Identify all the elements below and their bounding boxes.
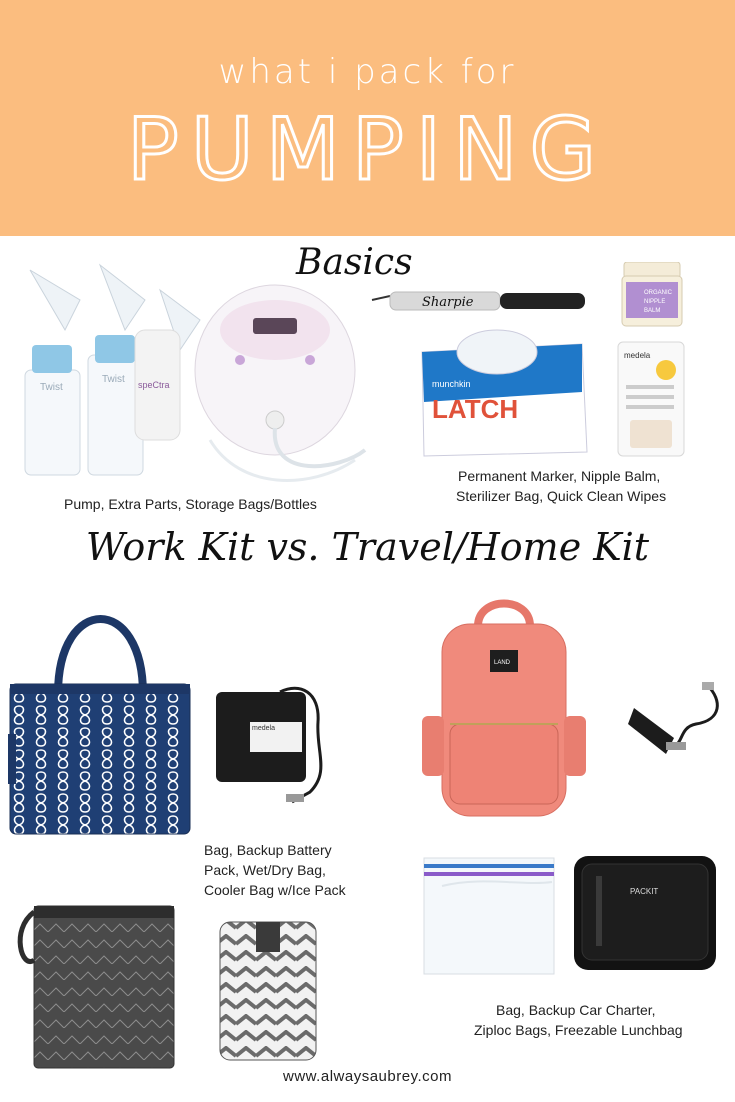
work-caption-line1: Bag, Backup Battery <box>204 842 332 858</box>
car-charger-image <box>626 680 728 764</box>
backpack-brand-label: LAND <box>494 660 511 666</box>
footer-url: www.alwaysaubrey.com <box>283 1068 452 1085</box>
work-tote-bag-image <box>8 594 193 844</box>
header-subtitle: what i pack for <box>218 52 517 92</box>
sterilizer-name-label: LATCH <box>432 394 519 424</box>
breast-pump-image <box>10 260 370 490</box>
comparison-heading: Work Kit vs. Travel/Home Kit <box>85 525 650 569</box>
backup-battery-pack-image <box>210 682 350 810</box>
balm-label-3: BALM <box>644 308 661 314</box>
sterilizer-brand-label: munchkin <box>432 379 471 389</box>
freezable-lunchbag-image <box>570 846 720 974</box>
cooler-bag-image <box>216 918 320 1064</box>
balm-label-1: ORGANIC <box>644 290 673 296</box>
travel-caption-line1: Bag, Backup Car Charter, <box>496 1002 656 1018</box>
wipes-brand-label: medela <box>624 351 651 360</box>
marker-label: Sharpie <box>422 295 474 310</box>
pump-brand-label: speCtra <box>138 380 170 390</box>
quick-clean-wipes-image <box>616 340 686 458</box>
header-title: PUMPING <box>126 100 609 200</box>
nipple-balm-image <box>620 262 684 330</box>
battery-brand-label: medela <box>252 725 275 732</box>
basics-items-caption-line2: Sterilizer Bag, Quick Clean Wipes <box>456 488 667 504</box>
pump-caption: Pump, Extra Parts, Storage Bags/Bottles <box>64 496 317 512</box>
marker-image <box>370 288 595 318</box>
travel-backpack-image <box>416 596 592 822</box>
ziploc-bags-image <box>422 856 556 976</box>
work-caption-line3: Cooler Bag w/Ice Pack <box>204 882 346 898</box>
sterilizer-bag-image <box>412 322 594 460</box>
basics-heading: Basics <box>296 242 413 283</box>
work-caption-line2: Pack, Wet/Dry Bag, <box>204 862 326 878</box>
bottle-right-label: Twist <box>102 374 125 385</box>
balm-label-2: NIPPLE <box>644 299 666 305</box>
lunchbag-brand-label: PACKIT <box>630 887 659 896</box>
travel-caption-line2: Ziploc Bags, Freezable Lunchbag <box>474 1022 683 1038</box>
wet-dry-bag-image <box>16 900 180 1072</box>
bottle-left-label: Twist <box>40 382 63 393</box>
basics-items-caption-line1: Permanent Marker, Nipple Balm, <box>458 468 661 484</box>
